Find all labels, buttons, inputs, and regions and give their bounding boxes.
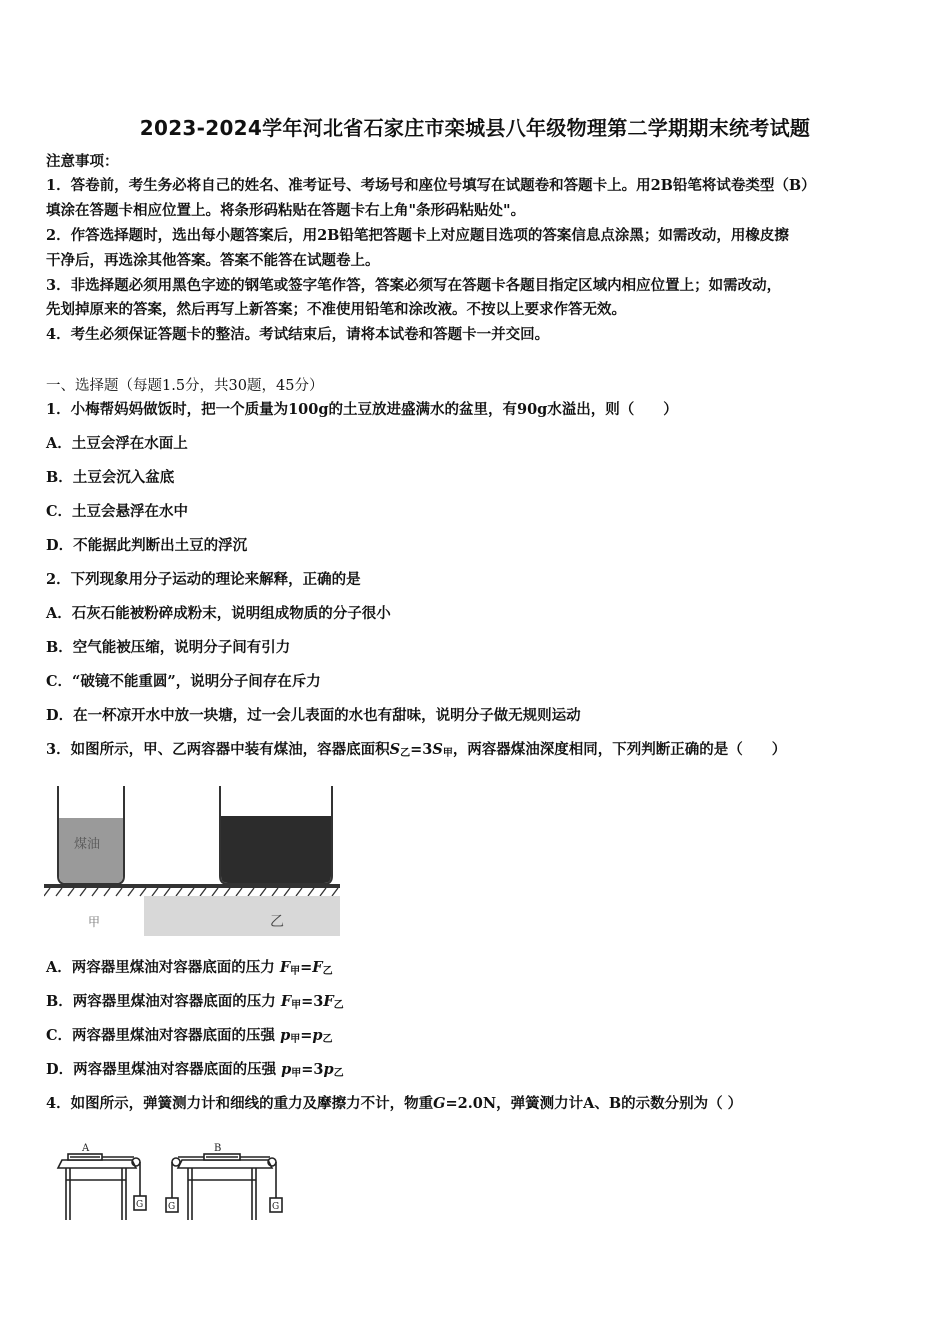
notice-line: 3．非选择题必须用黑色字迹的钢笔或签字笔作答，答案必须写在答题卡各题目指定区域内相应位置上；如需改动， xyxy=(46,277,782,294)
q2-option-b: B．空气能被压缩，说明分子间有引力 xyxy=(46,639,291,656)
spring-scale-figure xyxy=(56,1136,296,1222)
notice-line: 先划掉原来的答案，然后再写上新答案；不准使用铅笔和涂改液。不按以上要求作答无效。 xyxy=(46,301,626,318)
fig-label-b: B xyxy=(214,1143,222,1154)
section-heading: 一、选择题（每题1.5分，共30题，45分） xyxy=(46,378,324,394)
question-3-stem: 3．如图所示，甲、乙两容器中装有煤油，容器底面积$S_乙=3S_甲$，两容器煤油深度相同，下列判断正确的是（ ） xyxy=(46,741,787,759)
kerosene-containers-figure xyxy=(44,784,340,936)
fig-weight-g-1: G xyxy=(136,1200,144,1210)
q3-option-a: A．两容器里煤油对容器底面的压力 $F_甲=F_乙$ xyxy=(46,959,333,977)
question-4-stem: 4．如图所示，弹簧测力计和细线的重力及摩擦力不计，物重G=2.0N，弹簧测力计A、B的示数分别为（ ） xyxy=(46,1095,743,1112)
notice-line: 4．考生必须保证答题卡的整洁。考试结束后，请将本试卷和答题卡一并交回。 xyxy=(46,326,550,343)
fig-weight-g-2: G xyxy=(168,1202,176,1212)
fig-label-jia: 甲 xyxy=(88,915,101,929)
q1-option-d: D．不能据此判断出土豆的浮沉 xyxy=(46,537,248,554)
fig-weight-g-3: G xyxy=(272,1202,280,1212)
q2-option-d: D．在一杯凉开水中放一块塘，过一会儿表面的水也有甜味，说明分子做无规则运动 xyxy=(46,707,581,724)
notice-line: 填涂在答题卡相应位置上。将条形码粘贴在答题卡右上角"条形码粘贴处"。 xyxy=(46,202,526,219)
q2-option-c: C．“破镜不能重圆”，说明分子间存在斥力 xyxy=(46,673,321,690)
q2-option-a: A．石灰石能被粉碎成粉末，说明组成物质的分子很小 xyxy=(46,605,391,622)
fig-label-yi: 乙 xyxy=(270,914,284,930)
notice-line: 1．答卷前，考生务必将自己的姓名、准考证号、考场号和座位号填写在试题卷和答题卡上。用2B铅笔将试卷类型（B） xyxy=(46,177,816,194)
page-title: 2023-2024学年河北省石家庄市栾城县八年级物理第二学期期末统考试题 xyxy=(139,116,811,140)
question-1-stem: 1．小梅帮妈妈做饭时，把一个质量为100g的土豆放进盛满水的盆里，有90g水溢出，则（ ） xyxy=(46,401,678,418)
q1-option-a: A．土豆会浮在水面上 xyxy=(46,435,188,452)
q1-option-c: C．土豆会悬浮在水中 xyxy=(46,503,189,520)
question-2-stem: 2．下列现象用分子运动的理论来解释，正确的是 xyxy=(46,571,361,588)
fig-label-a: A xyxy=(82,1143,90,1154)
fig-label-kerosene: 煤油 xyxy=(74,837,101,852)
q1-option-b: B．土豆会沉入盆底 xyxy=(46,469,175,486)
notice-line: 2．作答选择题时，选出每小题答案后，用2B铅笔把答题卡上对应题目选项的答案信息点涂黑；如需改动，用橡皮擦 xyxy=(46,227,789,244)
q3-option-d: D．两容器里煤油对容器底面的压强 $p_甲=3p_乙$ xyxy=(46,1061,344,1079)
q3-option-c: C．两容器里煤油对容器底面的压强 $p_甲=p_乙$ xyxy=(46,1027,333,1045)
q3-option-b: B．两容器里煤油对容器底面的压力 $F_甲=3F_乙$ xyxy=(46,993,344,1011)
notice-label: 注意事项： xyxy=(46,153,119,170)
notice-line: 干净后，再选涂其他答案。答案不能答在试题卷上。 xyxy=(46,252,380,269)
